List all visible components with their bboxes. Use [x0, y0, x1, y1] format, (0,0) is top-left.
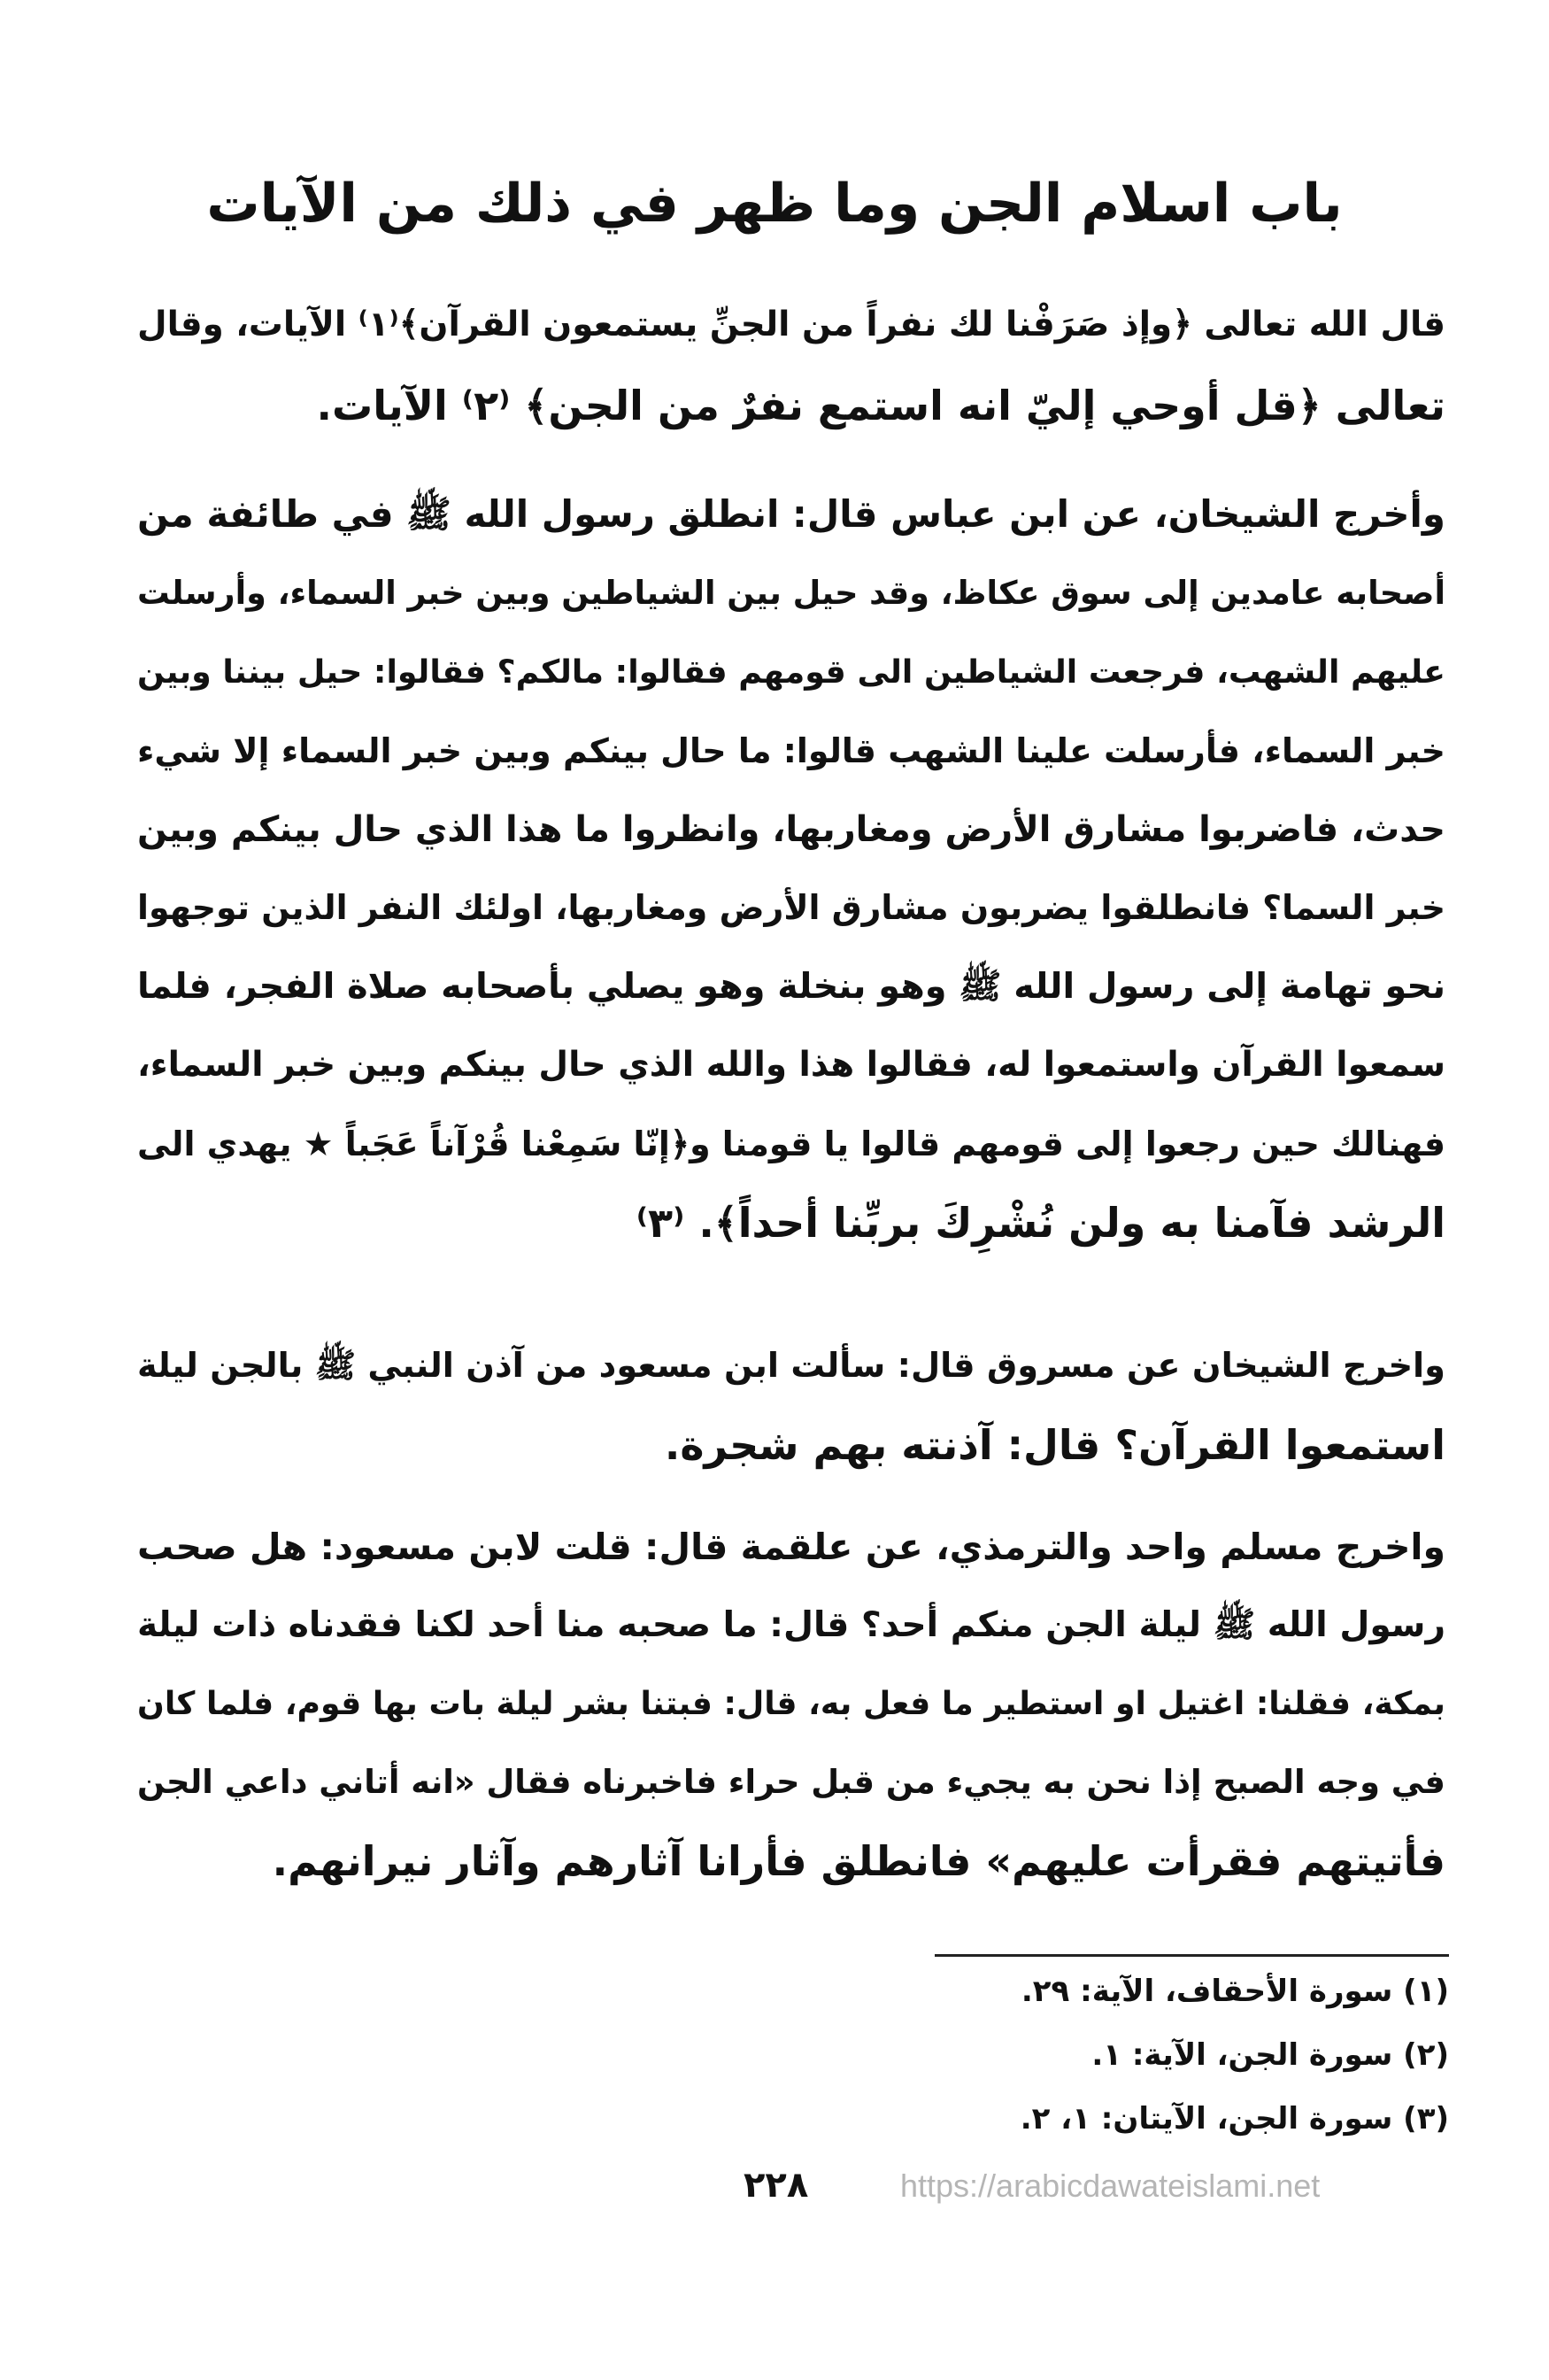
- text-line: عليهم الشهب، فرجعت الشياطين الى قومهم فقالوا: مالكم؟ فقالوا: حيل بيننا وبين: [137, 653, 1445, 691]
- text-line: في وجه الصبح إذا نحن به يجيء من قبل حراء فاخبرناه فقال «انه أتاني داعي الجن: [136, 1763, 1445, 1801]
- text-line: فأتيتهم فقرأت عليهم» فانطلق فأرانا آثارهم وآثار نيرانهم.: [272, 1837, 1445, 1885]
- text-line: واخرج مسلم واحد والترمذي، عن علقمة قال: قلت لابن مسعود: هل صحب: [137, 1526, 1445, 1568]
- text-line: رسول الله ﷺ ليلة الجن منكم أحد؟ قال: ما صحبه منا أحد لكنا فقدناه ذات ليلة: [137, 1605, 1445, 1645]
- text-line: سمعوا القرآن واستمعوا له، فقالوا هذا والله الذي حال بينكم وبين خبر السماء،: [137, 1045, 1445, 1085]
- text-line: خبر السماء، فأرسلت علينا الشهب قالوا: ما حال بينكم وبين خبر السماء إلا شيء: [137, 731, 1445, 770]
- text-line: الرشد فآمنا به ولن نُشْرِكَ بربِّنا أحداً﴾. ⁽٣⁾: [636, 1199, 1445, 1247]
- text-line: تعالى ﴿قل أوحي إليّ انه استمع نفرٌ من الجن﴾ ⁽٢⁾ الآيات.: [316, 382, 1445, 429]
- footnote-1: (١) سورة الأحقاف، الآية: ٢٩.: [1021, 1974, 1449, 2009]
- text-line: فهنالك حين رجعوا إلى قومهم قالوا يا قومنا و﴿إنّا سَمِعْنا قُرْآناً عَجَباً ★ يهدي الى: [137, 1124, 1445, 1163]
- text-line: قال الله تعالى ﴿وإذ صَرَفْنا لك نفراً من الجنِّ يستمعون القرآن﴾⁽١⁾ الآيات، وقال: [137, 305, 1445, 344]
- footnote-3: (٣) سورة الجن، الآيتان: ١، ٢.: [1020, 2101, 1449, 2137]
- text-line: واخرج الشيخان عن مسروق قال: سألت ابن مسعود من آذن النبي ﷺ بالجن ليلة: [137, 1346, 1445, 1386]
- footnote-divider: [935, 1954, 1449, 1957]
- text-line: بمكة، فقلنا: اغتيل او استطير ما فعل به، قال: فبتنا بشر ليلة بات بها قوم، فلما كان: [137, 1684, 1445, 1722]
- footnote-2: (٢) سورة الجن، الآية: ١.: [1091, 2037, 1449, 2073]
- text-line: خبر السما؟ فانطلقوا يضربون مشارق الأرض ومغاربها، اولئك النفر الذين توجهوا: [137, 888, 1445, 927]
- text-line: استمعوا القرآن؟ قال: آذنته بهم شجرة.: [664, 1421, 1445, 1469]
- text-line: حدث، فاضربوا مشارق الأرض ومغاربها، وانظروا ما هذا الذي حال بينكم وبين: [137, 809, 1445, 850]
- text-line: نحو تهامة إلى رسول الله ﷺ وهو بنخلة وهو يصلي بأصحابه صلاة الفجر، فلما: [137, 966, 1445, 1007]
- page-number: ٢٢٨: [744, 2165, 809, 2206]
- chapter-title: باب اسلام الجن وما ظهر في ذلك من الآيات: [206, 173, 1343, 235]
- text-line: أصحابه عامدين إلى سوق عكاظ، وقد حيل بين الشياطين وبين خبر السماء، وأرسلت: [137, 574, 1445, 612]
- text-line: وأخرج الشيخان، عن ابن عباس قال: انطلق رسول الله ﷺ في طائفة من: [137, 492, 1445, 536]
- watermark-url: https://arabicdawateislami.net: [900, 2168, 1321, 2204]
